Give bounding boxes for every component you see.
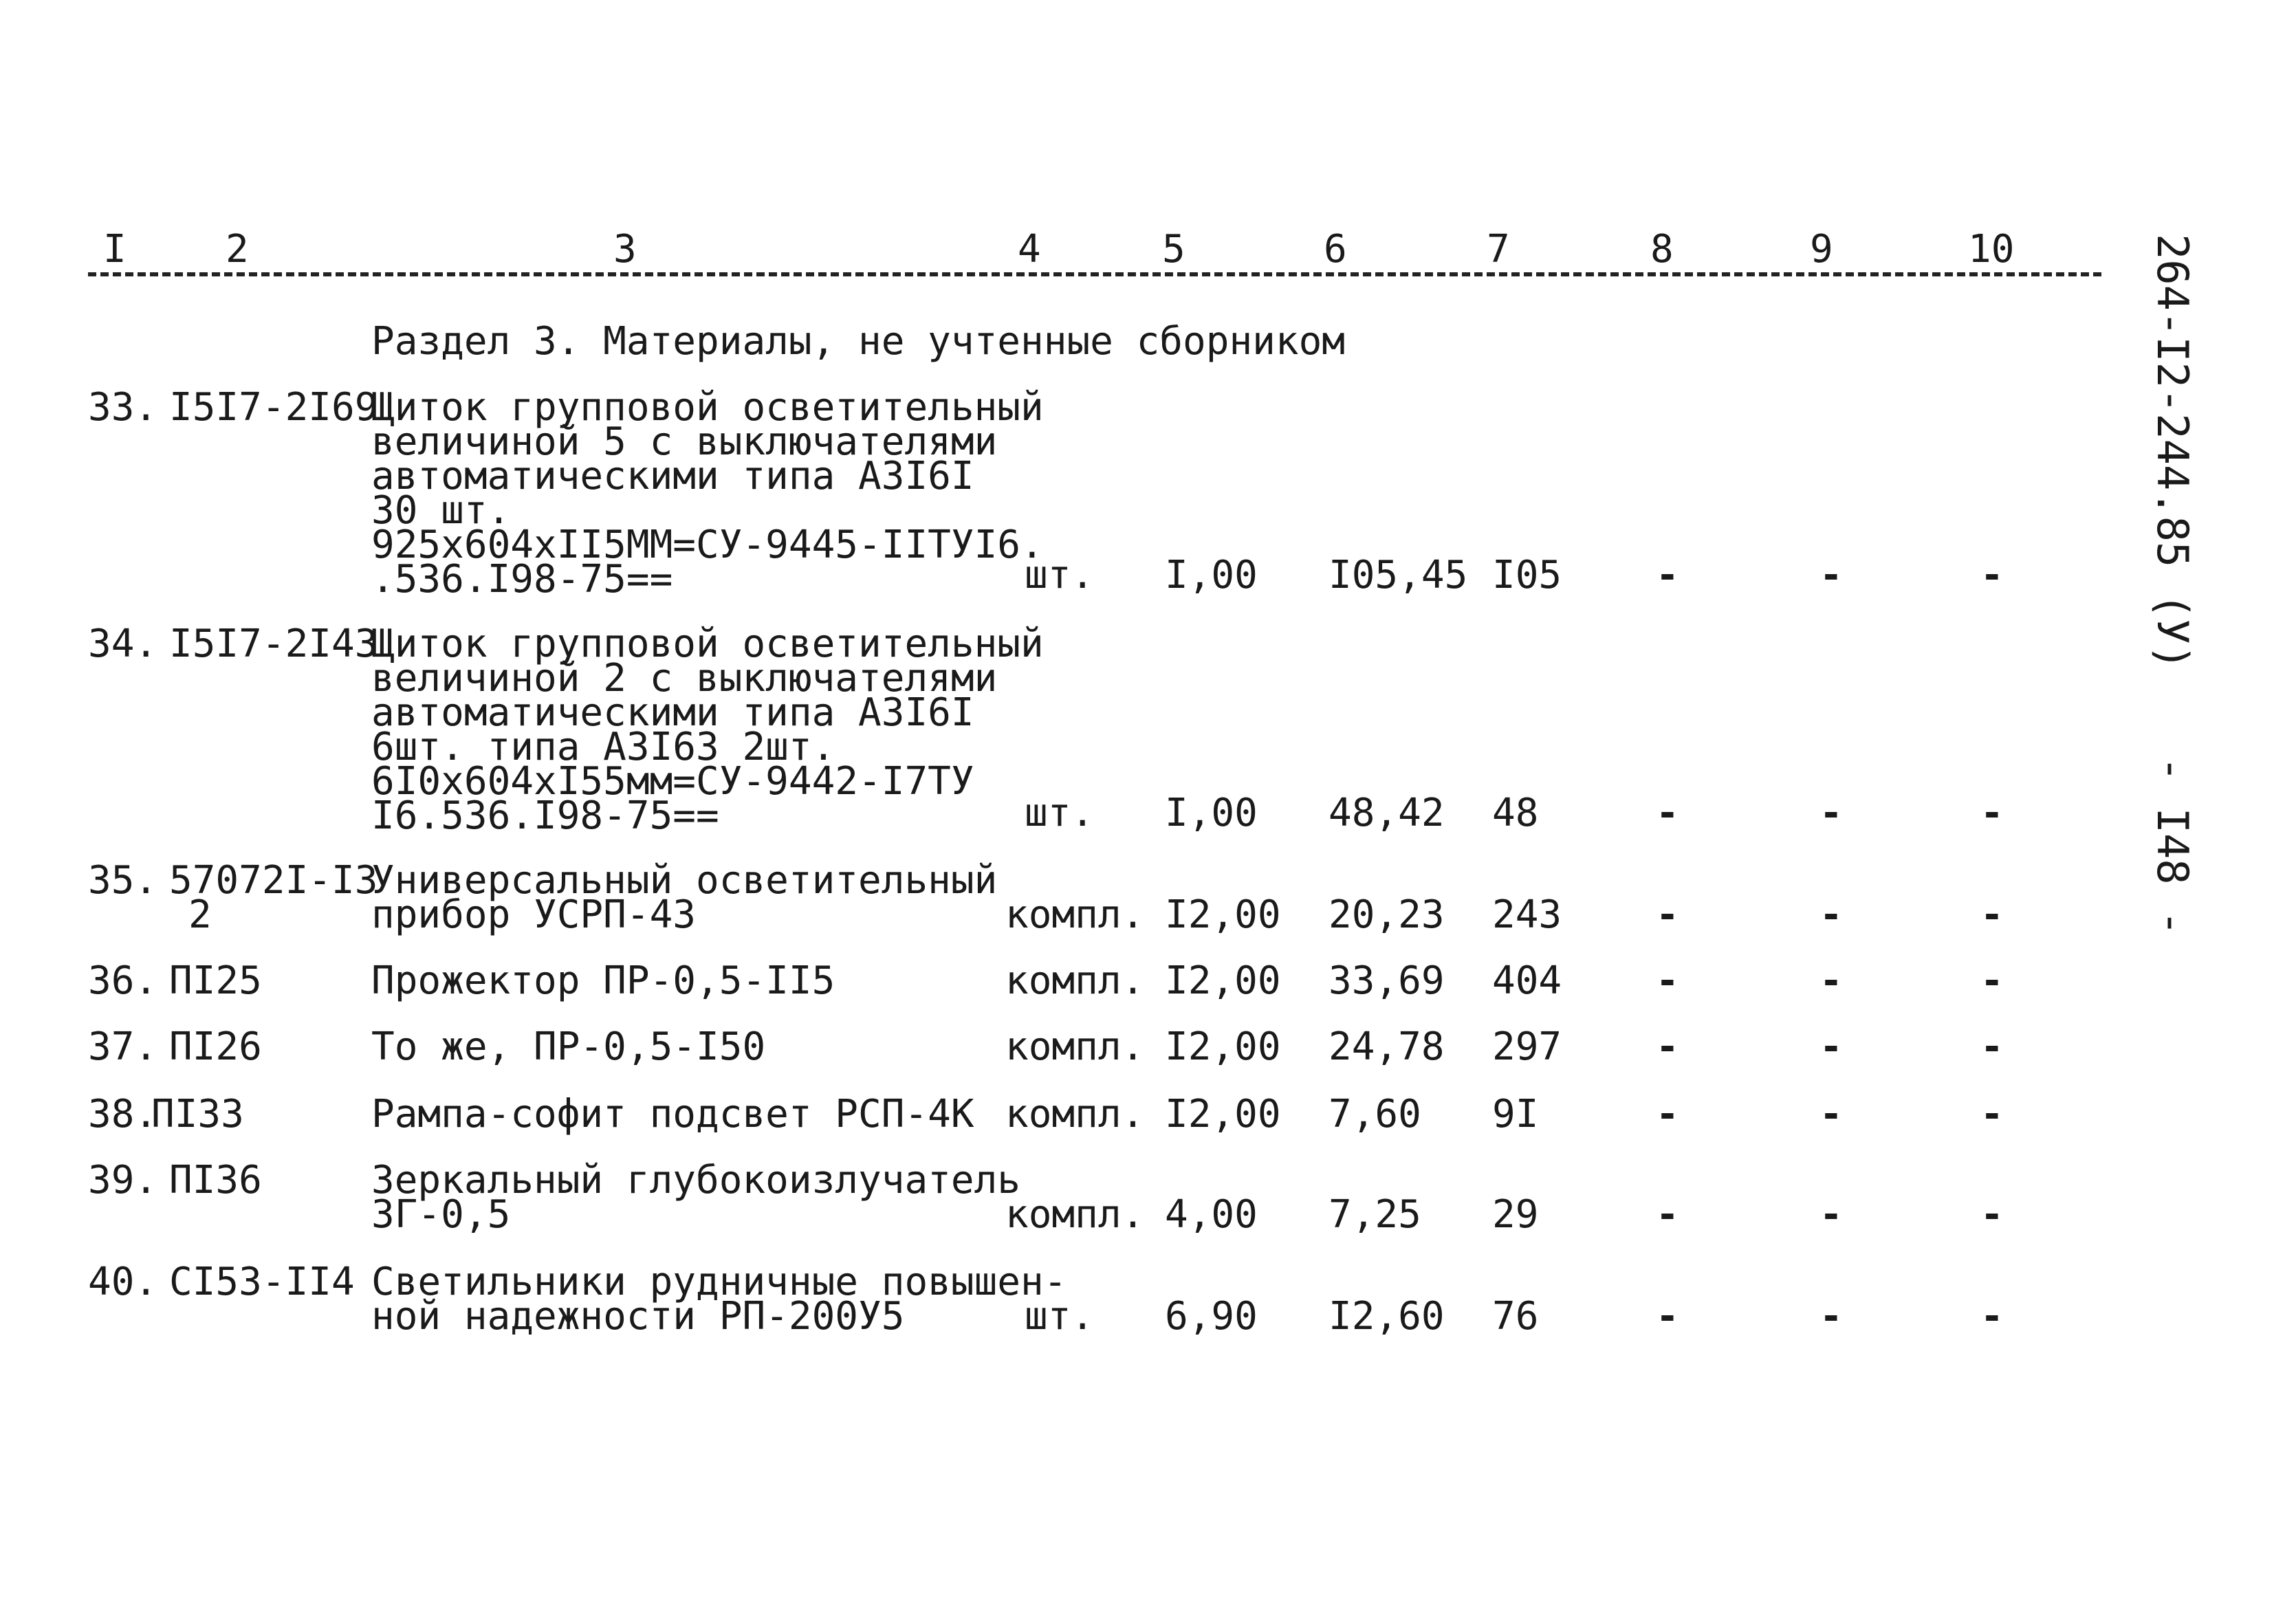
row-col9: - xyxy=(1819,791,1843,835)
row-quantity: I2,00 xyxy=(1165,892,1281,937)
document-code-vertical: 264-I2-244.85 (У) xyxy=(2147,234,2198,670)
row-code: I5I7-2I69 xyxy=(169,385,378,430)
row-col9: - xyxy=(1819,958,1843,1003)
row-total: 297 xyxy=(1492,1024,1562,1069)
column-header-7: 7 xyxy=(1487,227,1510,272)
column-header-8: 8 xyxy=(1650,227,1674,272)
row-code: I5I7-2I43 xyxy=(169,622,378,666)
row-description xyxy=(371,1260,1067,1339)
description-line: Щиток групповой осветительный xyxy=(371,622,1044,666)
description-line: Универсальный осветительный xyxy=(371,858,998,903)
description-line: Светильники рудничные повышен- xyxy=(371,1260,1067,1304)
row-col8: - xyxy=(1656,1192,1679,1237)
row-col9: - xyxy=(1819,553,1843,597)
row-col9: - xyxy=(1819,892,1843,937)
row-description xyxy=(371,622,1044,838)
description-line: Щиток групповой осветительный xyxy=(371,385,1044,430)
row-unit: компл. xyxy=(1005,1192,1145,1237)
row-price: 33,69 xyxy=(1329,958,1445,1003)
row-code-continuation: 2 xyxy=(188,892,212,937)
row-code: CI53-II4 xyxy=(169,1260,355,1304)
row-description xyxy=(371,1024,766,1069)
row-description xyxy=(371,1158,1021,1237)
row-description xyxy=(371,858,998,937)
row-unit: шт. xyxy=(1025,1294,1095,1339)
row-total: 76 xyxy=(1492,1294,1539,1339)
row-code: ПI33 xyxy=(151,1092,244,1137)
row-col10: - xyxy=(1980,1192,2004,1237)
row-quantity: 4,00 xyxy=(1165,1192,1258,1237)
section-title: Раздел 3. Материалы, не учтенные сборником xyxy=(371,319,1346,364)
description-line: прибор УСРП-43 xyxy=(371,892,697,937)
row-unit: компл. xyxy=(1005,1092,1145,1137)
header-rule xyxy=(88,272,2101,276)
row-total: 48 xyxy=(1492,791,1539,835)
row-unit: компл. xyxy=(1005,892,1145,937)
column-header-2: 2 xyxy=(226,227,249,272)
row-number: 36. xyxy=(88,958,158,1003)
row-total: 29 xyxy=(1492,1192,1539,1237)
description-line: 6шт. типа А3I63 2шт. xyxy=(371,725,835,769)
description-line: ЗГ-0,5 xyxy=(371,1192,511,1237)
row-unit: компл. xyxy=(1005,1024,1145,1069)
row-col8: - xyxy=(1656,892,1679,937)
row-unit: компл. xyxy=(1005,958,1145,1003)
row-number: 39. xyxy=(88,1158,158,1203)
row-price: I2,60 xyxy=(1329,1294,1445,1339)
description-line: автоматическими типа А3I6I xyxy=(371,454,974,498)
row-quantity: 6,90 xyxy=(1165,1294,1258,1339)
row-col8: - xyxy=(1656,1024,1679,1069)
row-col8: - xyxy=(1656,958,1679,1003)
row-col10: - xyxy=(1980,1294,2004,1339)
row-col8: - xyxy=(1656,1294,1679,1339)
row-quantity: I,00 xyxy=(1165,791,1258,835)
row-quantity: I,00 xyxy=(1165,553,1258,597)
description-line: ной надежности РП-200У5 xyxy=(371,1294,905,1339)
column-header-4: 4 xyxy=(1018,227,1041,272)
description-line: Прожектор ПР-0,5-II5 xyxy=(371,958,835,1003)
row-total: 243 xyxy=(1492,892,1562,937)
row-number: 37. xyxy=(88,1024,158,1069)
description-line: Рампа-софит подсвет РСП-4К xyxy=(371,1092,974,1137)
description-line: I6.536.I98-75== xyxy=(371,793,719,838)
row-code: 57072I-I3 xyxy=(169,858,378,903)
row-col8: - xyxy=(1656,791,1679,835)
description-line: 30 шт. xyxy=(371,488,511,533)
column-header-3: 3 xyxy=(613,227,637,272)
row-col10: - xyxy=(1980,892,2004,937)
row-total: 9I xyxy=(1492,1092,1539,1137)
column-header-1: I xyxy=(103,227,127,272)
row-code: ПI25 xyxy=(169,958,262,1003)
row-price: 48,42 xyxy=(1329,791,1445,835)
row-code: ПI26 xyxy=(169,1024,262,1069)
row-col9: - xyxy=(1819,1192,1843,1237)
row-number: 38. xyxy=(88,1092,158,1137)
row-number: 40. xyxy=(88,1260,158,1304)
row-col8: - xyxy=(1656,1092,1679,1137)
row-unit: шт. xyxy=(1025,553,1095,597)
row-price: 20,23 xyxy=(1329,892,1445,937)
row-number: 35. xyxy=(88,858,158,903)
description-line: .536.I98-75== xyxy=(371,557,673,602)
column-header-10: 10 xyxy=(1968,227,2015,272)
description-line: Зеркальный глубокоизлучатель xyxy=(371,1158,1021,1203)
row-col9: - xyxy=(1819,1294,1843,1339)
column-header-9: 9 xyxy=(1810,227,1833,272)
row-number: 33. xyxy=(88,385,158,430)
column-header-5: 5 xyxy=(1162,227,1185,272)
row-total: 404 xyxy=(1492,958,1562,1003)
description-line: 6I0х604хI55мм=СУ-9442-I7ТУ xyxy=(371,759,974,804)
description-line: То же, ПР-0,5-I50 xyxy=(371,1024,766,1069)
row-price: 7,25 xyxy=(1329,1192,1421,1237)
row-col10: - xyxy=(1980,958,2004,1003)
row-description xyxy=(371,958,835,1003)
row-col10: - xyxy=(1980,791,2004,835)
description-line: автоматическими типа А3I6I xyxy=(371,690,974,735)
description-line: величиной 2 с выключателями xyxy=(371,656,998,701)
row-price: 24,78 xyxy=(1329,1024,1445,1069)
row-price: I05,45 xyxy=(1329,553,1468,597)
row-col10: - xyxy=(1980,1092,2004,1137)
row-price: 7,60 xyxy=(1329,1092,1421,1137)
column-header-6: 6 xyxy=(1324,227,1347,272)
row-col8: - xyxy=(1656,553,1679,597)
row-col9: - xyxy=(1819,1024,1843,1069)
row-description xyxy=(371,385,1044,602)
page-number-vertical: - I48 - xyxy=(2147,756,2198,936)
row-col10: - xyxy=(1980,1024,2004,1069)
description-line: 925х604хII5ММ=СУ-9445-IIТУI6. xyxy=(371,523,1044,567)
row-quantity: I2,00 xyxy=(1165,1092,1281,1137)
row-unit: шт. xyxy=(1025,791,1095,835)
row-number: 34. xyxy=(88,622,158,666)
row-col10: - xyxy=(1980,553,2004,597)
row-code: ПI36 xyxy=(169,1158,262,1203)
row-quantity: I2,00 xyxy=(1165,1024,1281,1069)
row-col9: - xyxy=(1819,1092,1843,1137)
row-quantity: I2,00 xyxy=(1165,958,1281,1003)
description-line: величиной 5 с выключателями xyxy=(371,419,998,464)
row-total: I05 xyxy=(1492,553,1562,597)
row-description xyxy=(371,1092,974,1137)
